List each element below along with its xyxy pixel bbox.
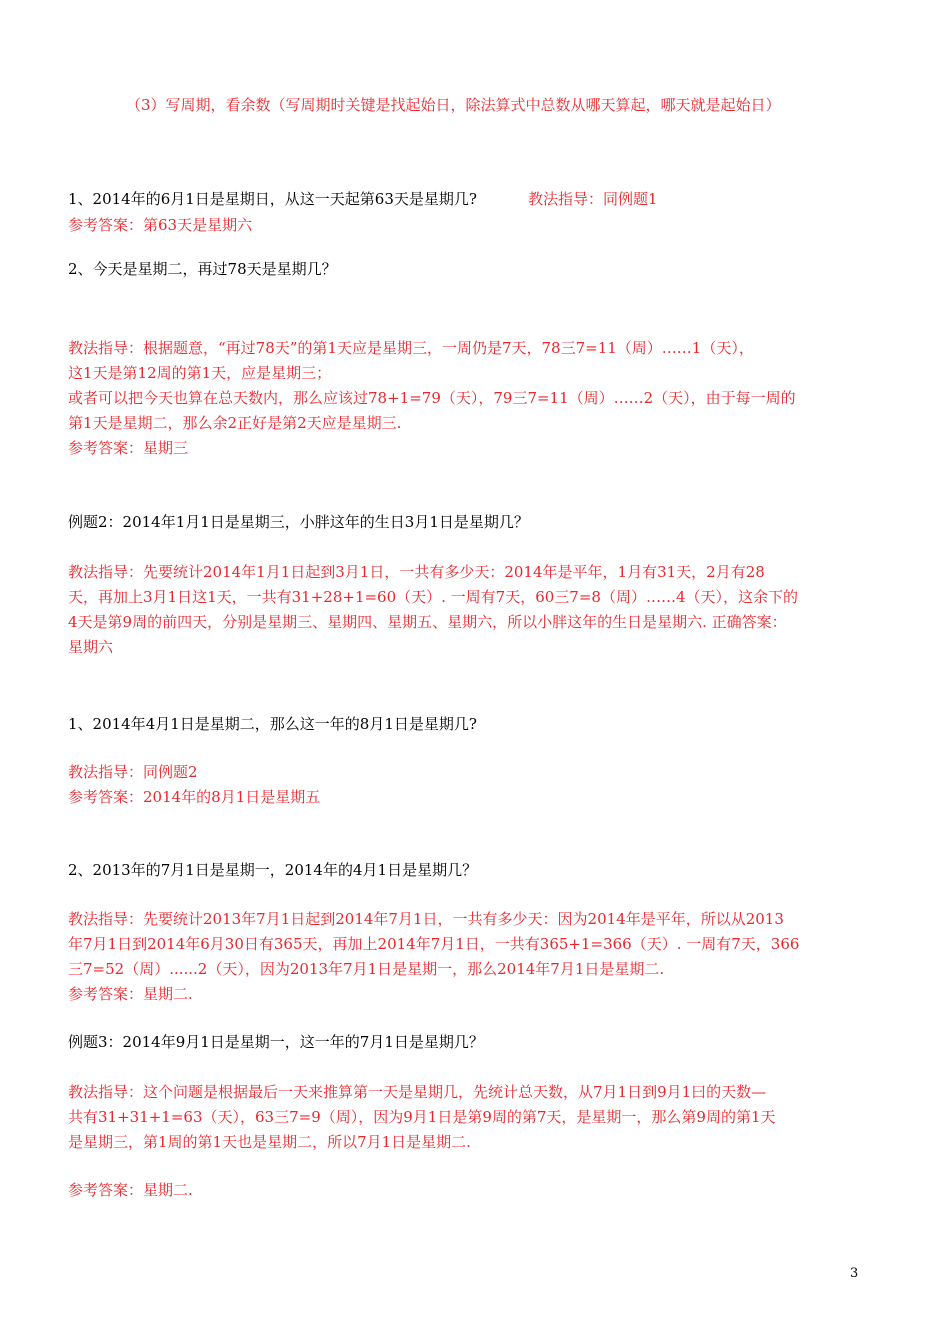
exercise-2-question: 2、今天是星期二，再过78天是星期几？ [68, 260, 337, 278]
exercise-3-answer: 参考答案：2014年的8月1日是星期五 [68, 788, 321, 806]
exercise-1-answer: 参考答案：第63天是星期六 [68, 216, 253, 234]
exercise-4-question: 2、2013年的7月1日是星期一，2014年的4月1日是星期几？ [68, 861, 478, 879]
example-2-question: 例题2：2014年1月1日是星期三，小胖这年的生日3月1日是星期几？ [68, 513, 529, 531]
section-heading: （3）写周期，看余数（写周期时关键是找起始日，除法算式中总数从哪天算起，哪天就是起始日） [126, 96, 781, 114]
exercise-2-answer: 参考答案：星期三 [68, 439, 189, 457]
exercise-3-guide: 教法指导：同例题2 [68, 763, 198, 781]
example-3-guide-line: 是星期三，第1周的第1天也是星期二，所以7月1日是星期二. [68, 1133, 471, 1151]
example-3-guide-line: 共有31+31+1=63（天），63三7=9（周），因为9月1日是第9周的第7天，是星期一，那么第9周的第1天 [68, 1108, 776, 1126]
exercise-2-guide-line: 第1天是星期二，那么余2正好是第2天应是星期三. [68, 414, 402, 432]
example-2-guide-line: 天，再加上3月1日这1天，一共有31+28+1=60（天）. 一周有7天，60三7=8（周）……4（天），这余下的 [68, 588, 799, 606]
exercise-2-guide-line: 或者可以把今天也算在总天数内，那么应该过78+1=79（天），79三7=11（周）……2（天），由于每一周的 [68, 389, 796, 407]
exercise-3-question: 1、2014年4月1日是星期二，那么这一年的8月1日是星期几? [68, 715, 477, 733]
example-2-guide-line: 教法指导：先要统计2014年1月1日起到3月1日，一共有多少天：2014年是平年，1月有31天，2月有28 [68, 563, 765, 581]
example-3-question: 例题3：2014年9月1日是星期一，这一年的7月1日是星期几？ [68, 1033, 484, 1051]
example-2-guide-line: 4天是第9周的前四天，分别是星期三、星期四、星期五、星期六，所以小胖这年的生日是星期六. 正确答案： [68, 613, 787, 631]
exercise-4-guide-line: 三7=52（周）......2（天），因为2013年7月1日是星期一，那么2014年7月1日是星期二. [68, 960, 665, 978]
page-number: 3 [850, 1266, 859, 1281]
exercise-1-question: 1、2014年的6月1日是星期日，从这一天起第63天是星期几? [68, 190, 477, 208]
example-2-guide-line: 星期六 [68, 638, 114, 656]
exercise-4-guide-line: 年7月1日到2014年6月30日有365天，再加上2014年7月1日，一共有365+1=366（天）. 一周有7天，366 [68, 935, 800, 953]
exercise-1-guide: 教法指导：同例题1 [528, 190, 658, 208]
exercise-4-answer: 参考答案：星期二. [68, 985, 193, 1003]
exercise-2-guide-line: 教法指导：根据题意，“再过78天”的第1天应是星期三，一周仍是7天，78三7=11（周）……1（天）， [68, 339, 754, 357]
example-3-guide-line: 教法指导：这个问题是根据最后一天来推算第一天是星期几，先统计总天数，从7月1日到9月1曰的天数— [68, 1083, 767, 1101]
exercise-2-guide-line: 这1天是第12周的第1天，应是星期三； [68, 364, 332, 382]
example-3-answer: 参考答案：星期二. [68, 1181, 193, 1199]
exercise-4-guide-line: 教法指导：先要统计2013年7月1日起到2014年7月1日，一共有多少天：因为2014年是平年，所以从2013 [68, 910, 784, 928]
